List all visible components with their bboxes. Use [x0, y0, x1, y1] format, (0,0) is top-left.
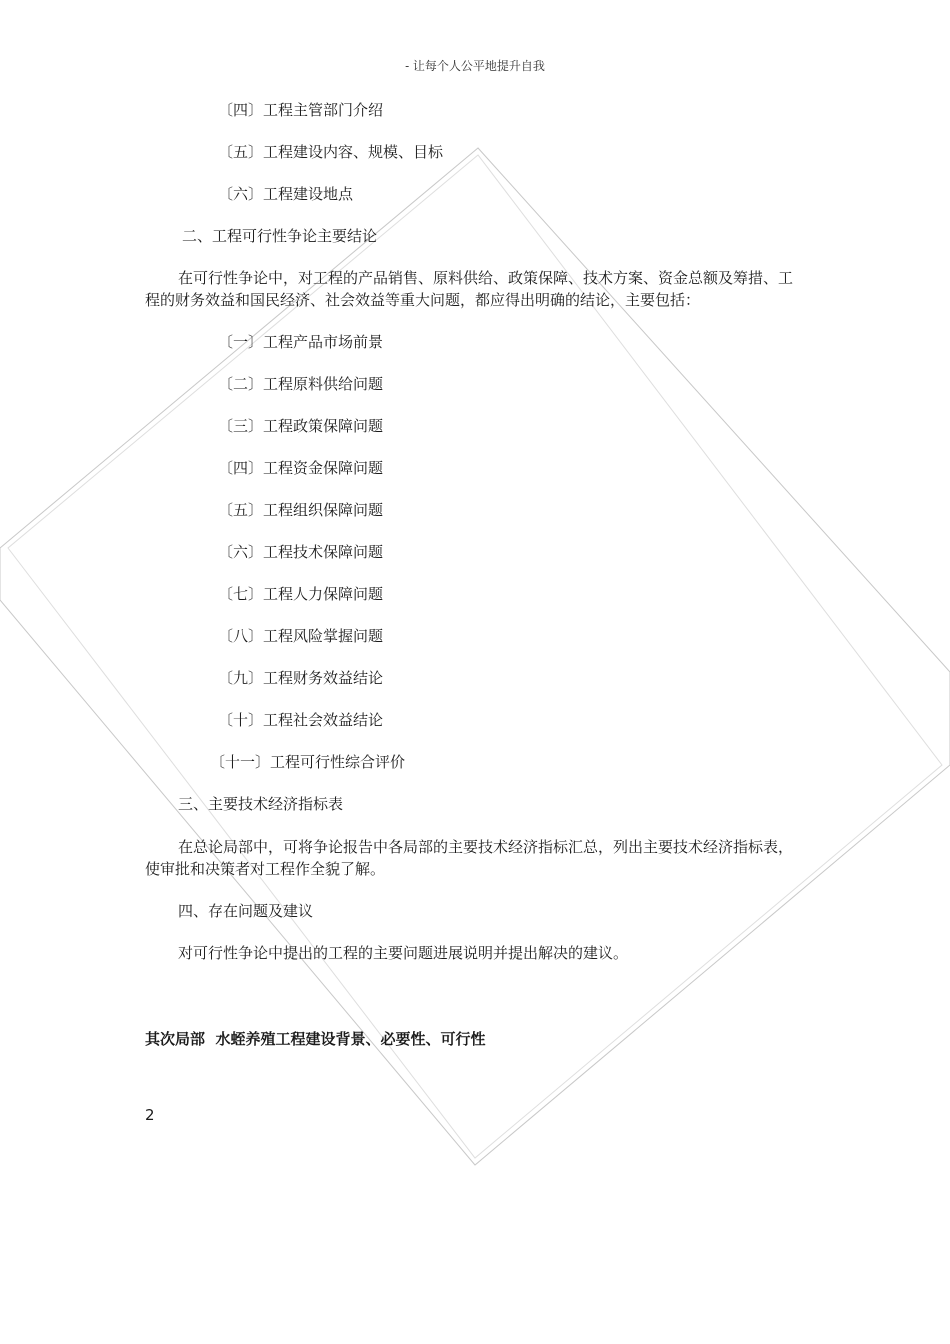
list-item: 〔一〕工程产品市场前景: [218, 333, 384, 351]
list-item: 〔四〕工程资金保障问题: [218, 459, 384, 477]
paragraph-indicators: 在总论局部中，可将争论报告中各局部的主要技术经济指标汇总，列出主要技术经济指标表，使审批和决策者对工程作全貌了解。: [145, 838, 794, 878]
paragraph-issues: 对可行性争论中提出的工程的主要问题进展说明并提出解决的建议。: [178, 944, 629, 962]
section-heading-2: 二、工程可行性争论主要结论: [182, 227, 378, 245]
list-item: 〔七〕工程人力保障问题: [218, 585, 384, 603]
section-heading-3: 三、主要技术经济指标表: [178, 795, 344, 813]
page-header: - 让每个人公平地提升自我: [405, 59, 545, 73]
list-item: 〔三〕工程政策保障问题: [218, 417, 384, 435]
list-item: 〔五〕工程组织保障问题: [218, 501, 384, 519]
paragraph-conclusions: 在可行性争论中，对工程的产品销售、原料供给、政策保障、技术方案、资金总额及筹措、工程的财务效益和国民经济、社会效益等重大问题，都应得出明确的结论，主要包括：: [145, 269, 794, 309]
list-item: 〔六〕工程技术保障问题: [218, 543, 384, 561]
list-item: 〔十一〕工程可行性综合评价: [210, 753, 406, 771]
section-heading-4: 四、存在问题及建议: [178, 902, 314, 920]
list-item: 〔八〕工程风险掌握问题: [218, 627, 384, 645]
list-item: 〔九〕工程财务效益结论: [218, 669, 384, 687]
list-item: 〔六〕工程建设地点: [218, 185, 354, 203]
list-item: 〔五〕工程建设内容、规模、目标: [218, 143, 444, 161]
list-item: 〔四〕工程主管部门介绍: [218, 101, 384, 119]
list-item: 〔二〕工程原料供给问题: [218, 375, 384, 393]
list-item: 〔十〕工程社会效益结论: [218, 711, 384, 729]
part-heading: 其次局部 水蛭养殖工程建设背景、必要性、可行性: [145, 1030, 486, 1048]
page-number: 2: [145, 1106, 155, 1124]
